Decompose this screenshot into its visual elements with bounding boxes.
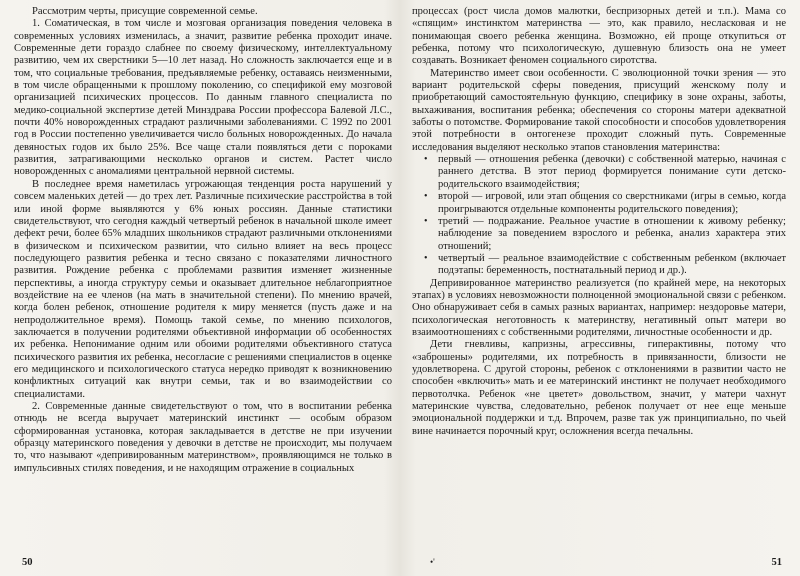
section-heading: Рассмотрим черты, присущие современной семье. <box>32 6 258 17</box>
list-item <box>424 253 786 278</box>
page-number-left: 50 <box>22 557 33 568</box>
right-page <box>412 6 786 576</box>
list-item <box>424 154 786 191</box>
paragraph: Дети гневливы, капризны, агрессивны, гиперактивны, потому что «заброшены» родителями, их потребность в привязанности, близости не удовлетворена. С другой стороны, ребенок с отклонениями в развитии часто не способен «включить» мать и ее материнский инстинкт не получает необходимого первотолчка. Ребенок «не цветет» довольством, значит, у матери чахнут материнские чувства, следовательно, ребенок получает от нее еще меньше эмоциональной поддержки и т.д. Впрочем, разве так уж принципиально, по чьей вине начинается порочный круг, осложнения всегда печальны. <box>412 339 786 437</box>
paragraph: В последнее время наметилась угрожающая тенденция роста нарушений у совсем маленьких детей — до трех лет. Различные психические расстройства в той или иной форме выявляются у 6% юных россиян. Данные статистики свидетельствуют, что сегодня каждый четвертый ребенок в начальной школе имеет дефект речи, более 65% младших школьников страдают различными отклонениями в физическом и психическом развитии, что сильно влияет на весь процесс последующего развития ребенка и тесно связано с показателями личностного развития. Рождение ребенка с проблемами развития изменяет жизненные перспективы, а иногда структуру семьи и оказывает длительное неблагоприятное воздействие на ее членов (на мать в значительной степени). По мнению врачей, когда болен ребенок, отношение родителя к миру меняется (пусть даже и на непродолжительное время). Помощь такой семье, по мнению психологов, заключается в получении родителями объективной информации об особенностях их ребенка. Непонимание одним или обоими родителями объективного статуса психического развития их ребенка, несогласие с решениями специалистов в оценке его медицинского и психологического статуса нередко приводят к возникновению конфликтных ситуаций как внутри семьи, так и во взаимодействии со специалистами. <box>14 178 392 400</box>
paragraph-continued: процессах (рост числа домов малютки, беспризорных детей и т.п.). Мама со «спящим» инстинктом материнства — это, как правило, несласковая и не понимающая своего ребенка женщина. Возможно, ей проще откупиться от ребенка, потому что психологическую, душевную близость она не умеет создавать. Возникает феномен социального сиротства. <box>412 6 786 67</box>
motherhood-phases-list <box>412 154 786 277</box>
bullet-icon: • <box>424 191 428 203</box>
page-number-right: 51 <box>771 557 782 568</box>
list-item <box>424 191 786 216</box>
left-page <box>14 6 392 576</box>
left-page-text <box>14 6 392 475</box>
bullet-icon: • <box>424 252 428 264</box>
paragraph: 1. Соматическая, в том числе и мозговая организация поведения человека в современных условиях изменилась, а значит, развитие ребенка проходит иначе. Современные дети гораздо слабнее по своему физическому, интеллектуальному развитию, чем их сверстники 5—10 лет назад. Но сложность заключается еще и в том, что социальные требования, предъявляемые ребенку, оставаясь неизменными, в том числе обращенными к прошлому поколению, со спецификой ему мозговой организацией психических процессов. По данным главного специалиста по медико-социальной экспертизе детей Минздрава России профессора Балевой Л.С., почти 40% новорожденных страдают различными заболеваниями. С 1992 по 2001 год в России постепенно увеличивается число больных новорожденных. До начала девяностых годов их было 25%. Все чаще стали появляться дети с пороками развития, затрагивающими несколько органов и систем. Растет число новорожденных с аномалиями центральной нервной системы. <box>14 18 392 178</box>
right-page-text <box>412 6 786 438</box>
paragraph: 2. Современные данные свидетельствуют о том, что в воспитании ребенка отнюдь не всегда выручает материнский инстинкт — особым образом сформированная установка, которая закладывается в детстве не при изучении образцу материнского поведения у девочки в детстве не происходит, мы получаем то, что называют «депривированным материнством», проявляющимся не только в импульсивных стилях поведения, и не находящим отражение в социальных <box>14 401 392 474</box>
bullet-icon: • <box>424 154 428 166</box>
list-item <box>424 216 786 253</box>
paragraph: Депривированное материнство реализуется (по крайней мере, на некоторых этапах) в условиях невозможности полноценной эмоциональной связи с ребенком. Оно обнаруживает себя в самых разных вариантах, например: нездоровье матери, психологическая неготовность к материнству, негативный опыт матери во взаимоотношениях с собственными родителями, личностные особенности и др. <box>412 277 786 338</box>
list-item-text: третий — подражание. Реальное участие в отношении к живому ребенку; наблюдение за поведением взрослого и ребенка, анализ характера этих отношений; <box>438 215 786 252</box>
stray-mark: •' <box>430 557 435 567</box>
paragraph: Материнство имеет свои особенности. С эволюционной точки зрения — это вариант родительской сферы поведения, присущий женскому полу и приобретающий самостоятельную функцию, специфику в зоне охраны, заботы, выхаживания, воспитания ребенка; обеспечения со стороны матери адекватной заботы о потомстве. Формирование такой способности и способов удовлетворения этой потребности в онтогенезе проходит сложный путь. Современные исследования выделяют несколько этапов становления материнства: <box>412 67 786 153</box>
list-item-text: второй — игровой, или этап общения со сверстниками (игры в семью, когда проигрываются отдельные компоненты родительского поведения); <box>438 191 786 215</box>
bullet-icon: • <box>424 215 428 227</box>
list-item-text: четвертый — реальное взаимодействие с собственным ребенком (включает подэтапы: беременность, постнатальный период и др.). <box>438 252 786 277</box>
list-item-text: первый — отношения ребенка (девочки) с собственной матерью, начиная с раннего детства. В этот период формируется понимание сути детско-родительского взаимодействия; <box>438 154 786 190</box>
